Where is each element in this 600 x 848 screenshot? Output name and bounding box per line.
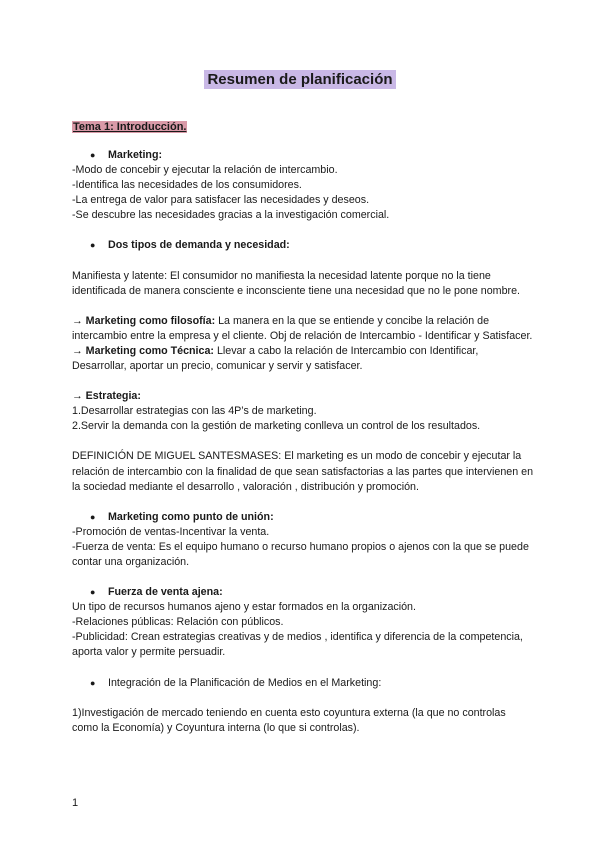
arrow-icon: → — [72, 390, 83, 403]
paragraph-investigacion: 1)Investigación de mercado teniendo en cuenta esto coyuntura externa (la que no controlas como la Economía) y Coyuntura interna (lo que si controlas). — [72, 706, 506, 734]
text-line: -Relaciones públicas: Relación con públicos. — [72, 616, 284, 629]
page-number: 1 — [72, 797, 79, 809]
text-line: 2.Servir la demanda con la gestión de marketing conlleva un control de los resultados. — [72, 420, 481, 433]
text-line: Un tipo de recursos humanos ajeno y estar formados en la organización. — [72, 601, 416, 614]
text-line: 1.Desarrollar estrategias con las 4P’s de marketing. — [72, 405, 317, 418]
paragraph-tecnica — [72, 344, 534, 374]
text-line: -Promoción de ventas-Incentivar la venta. — [72, 525, 270, 538]
section-heading: Tema 1: Introducción. — [73, 121, 187, 133]
paragraph-filosofia — [72, 314, 534, 344]
text-line: -Identifica las necesidades de los consumidores. — [72, 179, 302, 192]
title-text: Resumen de planificación — [204, 70, 395, 89]
term-text: La manera en la que se entiende y concibe la relación de intercambio entre la empresa y el cliente. Obj de relación de Intercambio - Identificar y Satisfacer. — [72, 314, 533, 342]
paragraph: Manifiesta y latente: El consumidor no manifiesta la necesidad latente porque no la tiene identificada de manera consciente e inconsciente tiene una necesidad que no le pone nombre. — [72, 269, 520, 297]
document-body — [72, 148, 534, 736]
bullet-label: Fuerza de venta ajena: — [108, 586, 223, 599]
bullet-label: Integración de la Planificación de Medios en el Marketing: — [108, 676, 382, 689]
text-line: -Fuerza de venta: Es el equipo humano o recurso humano propios o ajenos con la que se puede contar una organización. — [72, 540, 529, 568]
term-label: Marketing como filosofía: — [85, 314, 216, 327]
bullet-icon: ● — [90, 150, 96, 160]
bullet-icon: ● — [90, 511, 96, 522]
text-line: -Modo de concebir y ejecutar la relación de intercambio. — [72, 164, 338, 177]
bullet-demanda — [90, 238, 534, 253]
bullet-union — [90, 510, 534, 525]
paragraph-definicion: DEFINICIÓN DE MIGUEL SANTESMASES: El marketing es un modo de concebir y ejecutar la relación de intercambio con la finalidad de que sean satisfactorias a las partes que intervienen en la sociedad mediante el desarrollo , valoración , distribución y promoción. — [72, 450, 534, 493]
text-line: -Publicidad: Crean estrategias creativas y de medios , identifica y diferencia de la competencia, aporta valor y permite persuadir. — [72, 631, 523, 659]
bullet-icon: ● — [90, 587, 96, 598]
text-line: -Se descubre las necesidades gracias a la investigación comercial. — [72, 209, 390, 222]
bullet-icon: ● — [90, 240, 96, 251]
arrow-icon: → — [72, 314, 83, 327]
document-title — [0, 71, 600, 89]
bullet-fuerza — [90, 585, 534, 600]
term-text: Llevar a cabo la relación de Intercambio con Identificar, Desarrollar, aportar un precio, comunicar y servir y satisfacer. — [72, 344, 479, 373]
bullet-label: Marketing como punto de unión: — [108, 510, 274, 523]
estrategia-heading — [72, 389, 534, 404]
bullet-integracion — [90, 676, 534, 691]
text-line: -La entrega de valor para satisfacer las necesidades y deseos. — [72, 194, 370, 207]
bullet-icon: ● — [90, 677, 96, 688]
bullet-label: Marketing: — [108, 149, 163, 161]
bullet-marketing — [90, 148, 534, 163]
term-label: Marketing como Técnica: — [85, 344, 214, 357]
arrow-icon: → — [72, 344, 83, 357]
bullet-label: Dos tipos de demanda y necesidad: — [108, 239, 290, 252]
term-label: Estrategia: — [85, 390, 141, 403]
